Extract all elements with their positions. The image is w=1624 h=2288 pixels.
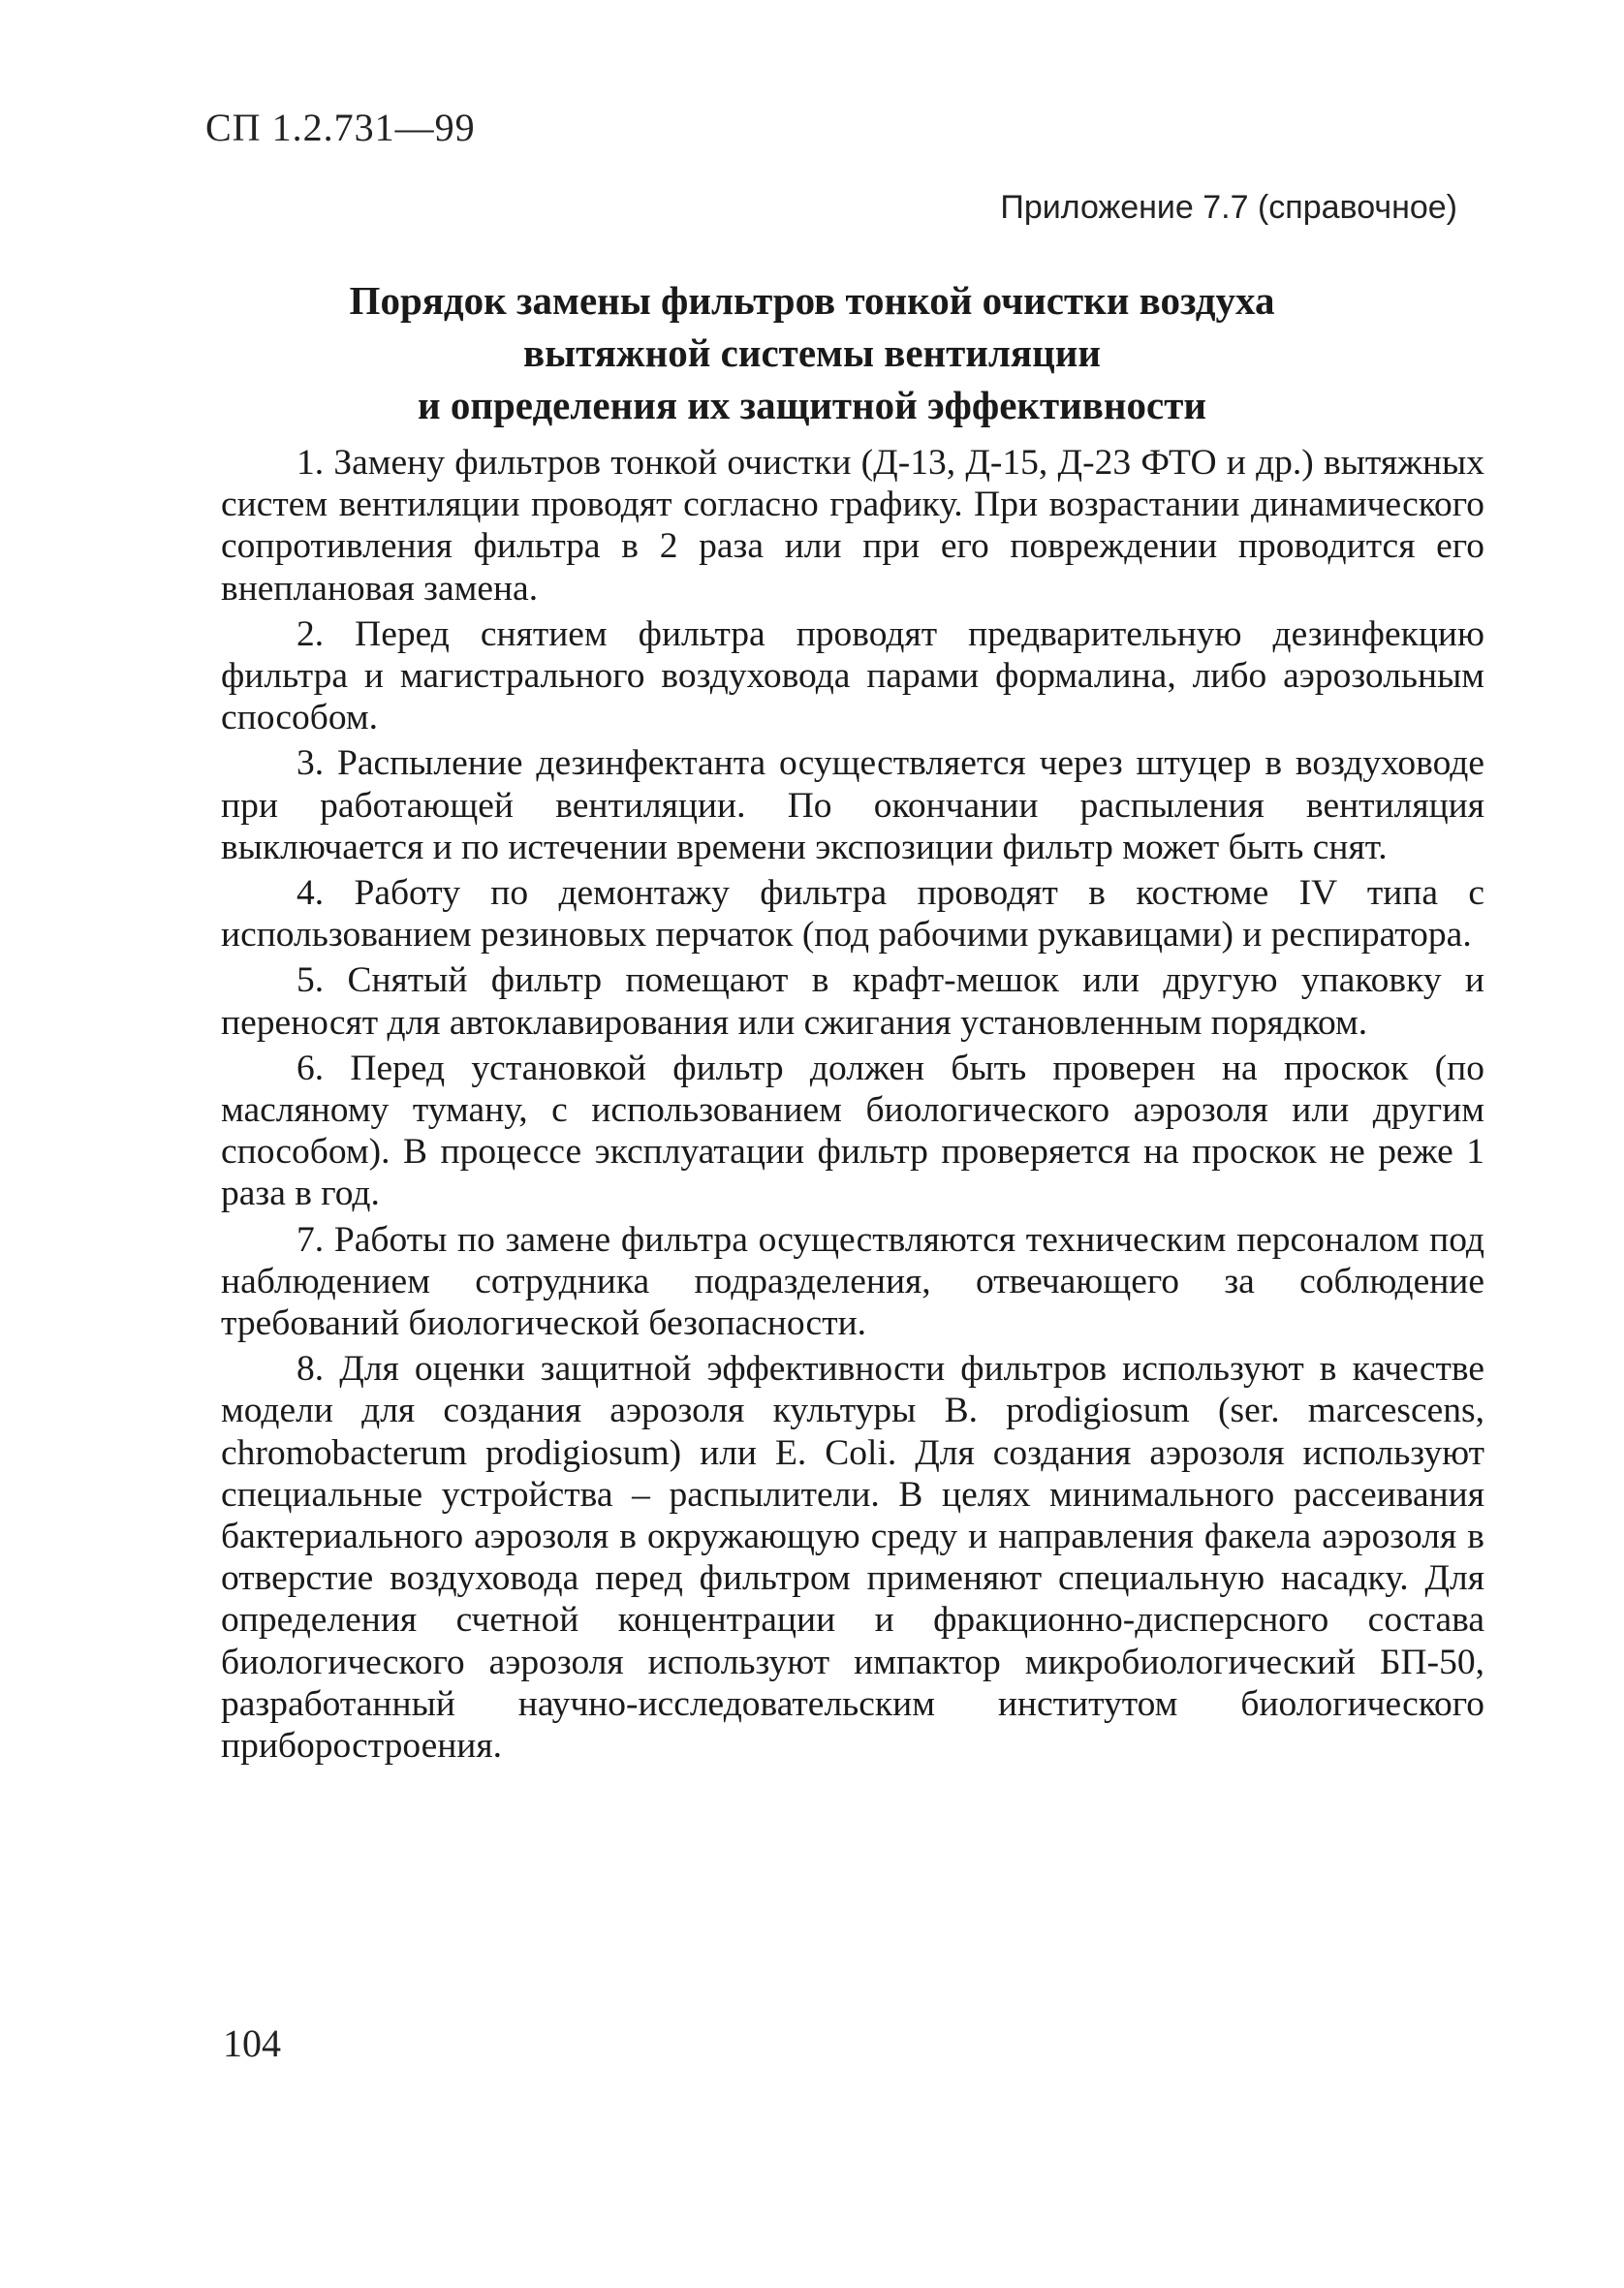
- title-line: вытяжной системы вентиляции: [523, 330, 1101, 375]
- section-title: [194, 274, 1430, 431]
- appendix-label: Приложение 7.7 (справочное): [1000, 189, 1457, 226]
- paragraph-7: 7. Работы по замене фильтра осуществляются техническим персоналом под наблюдением сотрудника подразделения, отвечающего за соблюдение требований биологической безопасности.: [221, 1219, 1484, 1344]
- body-text: [221, 442, 1484, 1771]
- paragraph-6: 6. Перед установкой фильтр должен быть проверен на проскок (по масляному туману, с использованием биологического аэрозоля или другим способом). В процессе эксплуатации фильтр проверяется на проскок не реже 1 раза в год.: [221, 1048, 1484, 1214]
- title-line: Порядок замены фильтров тонкой очистки воздуха: [349, 278, 1275, 323]
- page-number: 104: [223, 2022, 281, 2065]
- paragraph-5: 5. Снятый фильтр помещают в крафт-мешок или другую упаковку и переносят для автоклавирования или сжигания установленным порядком.: [221, 960, 1484, 1043]
- paragraph-2: 2. Перед снятием фильтра проводят предварительную дезинфекцию фильтра и магистрального воздуховода парами формалина, либо аэрозольным способом.: [221, 613, 1484, 738]
- paragraph-8: 8. Для оценки защитной эффективности фильтров используют в качестве модели для создания аэрозоля культуры B. prodigiosum (ser. marcescens, chromobacterum prodigiosum) или E. Coli. Для создания аэрозоля используют специальные устройства – распылители. В целях минимального рассеивания бактериального аэрозоля в окружающую среду и направления факела аэрозоля в отверстие воздуховода перед фильтром применяют специальную насадку. Для определения счетной концентрации и фракционно-дисперсного состава биологического аэрозоля используют импактор микробиологический БП-50, разработанный научно-исследовательским институтом биологического приборостроения.: [221, 1349, 1484, 1767]
- paragraph-3: 3. Распыление дезинфектанта осуществляется через штуцер в воздуховоде при работающей вентиляции. По окончании распыления вентиляция выключается и по истечении времени экспозиции фильтр может быть снят.: [221, 743, 1484, 867]
- paragraph-4: 4. Работу по демонтажу фильтра проводят в костюме IV типа с использованием резиновых перчаток (под рабочими рукавицами) и респиратора.: [221, 873, 1484, 956]
- document-code: СП 1.2.731—99: [205, 106, 476, 149]
- paragraph-1: 1. Замену фильтров тонкой очистки (Д-13, Д-15, Д-23 ФТО и др.) вытяжных систем вентиляции проводят согласно графику. При возрастании динамического сопротивления фильтра в 2 раза или при его повреждении проводится его внеплановая замена.: [221, 443, 1484, 609]
- title-line: и определения их защитной эффективности: [417, 383, 1206, 427]
